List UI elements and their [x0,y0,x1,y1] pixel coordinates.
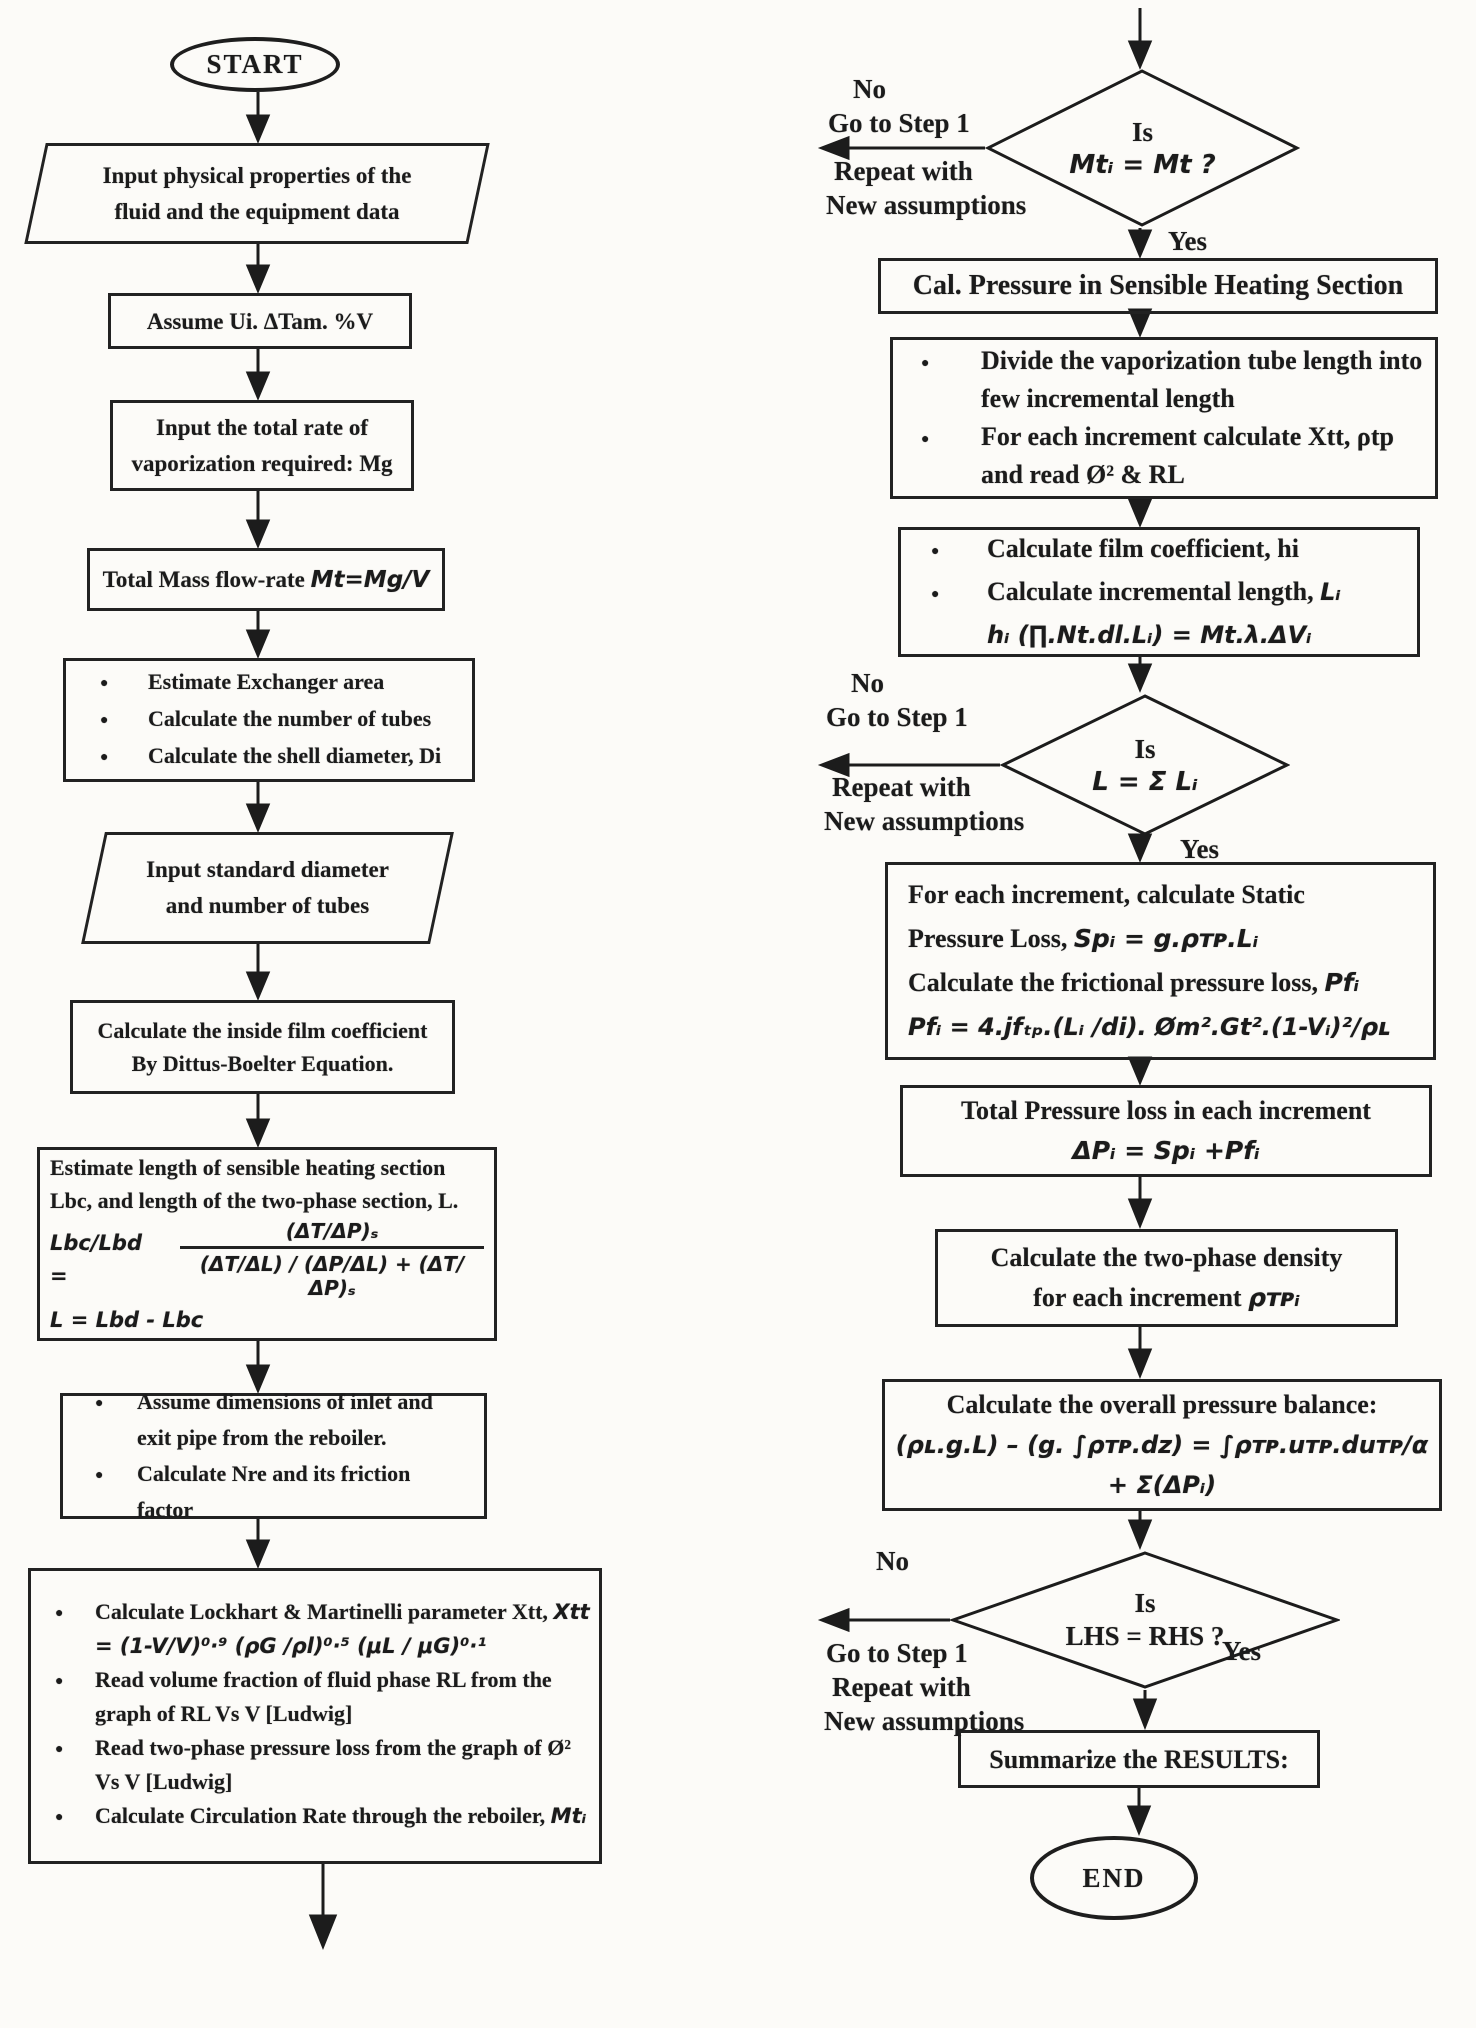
step-text: By Dittus-Boelter Equation. [131,1051,394,1076]
exchanger-area-bullets [63,658,475,782]
bullet-icon [931,573,987,616]
formula: Xtt = (1-V/V)⁰·⁹ (ρG /ρl)⁰·⁵ (μL / μG)⁰·¹ [95,1600,590,1658]
step-text [908,961,1359,1005]
bullet-icon [55,1799,95,1837]
fraction-numerator: (ΔT/ΔP)ₛ [180,1219,484,1249]
decision-condition: Mtᵢ = Mt ? [1069,149,1216,180]
repeat-label: Repeat with [834,156,973,186]
film-coefficient-bullets [898,527,1420,657]
bullet-item [100,739,441,776]
bullet-text: Calculate film coefficient, hi [987,534,1299,563]
new-assumptions-label: New assumptions [824,806,1025,836]
formula: Spᵢ = g.ρᴛᴘ.Lᵢ [1073,924,1259,953]
bullet-icon [100,702,148,739]
bullet-item [55,1595,591,1663]
step-text: Total Mass flow-rate [102,566,311,592]
bullet-text [987,573,1341,616]
static-pressure-box [885,862,1436,1060]
bullet-icon [55,1731,95,1799]
yes-label: Yes [1222,1636,1261,1666]
total-pressure-box [900,1085,1432,1177]
sensible-heating-length-box [37,1147,497,1341]
step-text: and number of tubes [165,893,370,918]
bullet-item [100,665,384,702]
step-text: Assume Ui. ΔTam. %V [146,308,374,334]
step-text: Lbc, and length of the two-phase section, L. [50,1188,459,1213]
bullet-text: Read volume fraction of fluid phase RL from the graph of RL Vs V [Ludwig] [95,1667,552,1726]
input-standard-diameter-parallelogram [85,832,450,944]
step-text: vaporization required: Mg [131,450,393,476]
bullet-icon [100,739,148,776]
cal-pressure-box [878,258,1438,314]
step-text: Estimate length of sensible heating section [50,1155,446,1180]
end-label: END [1082,1862,1146,1893]
input-physical-properties-parallelogram [27,143,487,244]
step-text-part: for each increment [1033,1283,1249,1312]
bullet-icon [55,1663,95,1731]
repeat-label: Repeat with [832,772,971,802]
step-text: For each increment, calculate Static [908,880,1305,909]
bullet-icon [95,1384,137,1456]
bullet-icon [95,1456,137,1528]
inside-film-coefficient-box [70,1000,455,1094]
decision-question: Is [1131,116,1153,147]
bullet-text: Assume dimensions of inlet and exit pipe from the reboiler. [137,1389,433,1450]
lockhart-martinelli-bullets [28,1568,602,1864]
no-label: No [851,668,884,698]
step-text: Input the total rate of [155,414,369,440]
repeat-label: Repeat with [832,1672,971,1702]
bullet-text [95,1595,591,1663]
bullet-text: Divide the vaporization tube length into few incremental length [981,346,1423,413]
bullet-text: Calculate the number of tubes [148,705,432,731]
step-text: Calculate the overall pressure balance: [946,1390,1378,1419]
decision-condition: L = Σ Lᵢ [1092,766,1198,797]
formula: (ρʟ.g.L) – (g. ∫ρᴛᴘ.dz) = ∫ρᴛᴘ.uᴛᴘ.duᴛᴘ/α [895,1431,1429,1459]
end-terminator [1030,1836,1198,1920]
fraction-denominator: (ΔT/ΔL) / (ΔP/ΔL) + (ΔT/ΔP)ₛ [199,1252,465,1300]
bullet-text-part: Calculate incremental length, [987,577,1321,606]
bullet-icon [931,530,987,573]
input-vaporization-rate-box [110,400,414,491]
bullet-icon [921,418,981,494]
decision-condition: LHS = RHS ? [1065,1621,1225,1651]
total-mass-flowrate-box [87,548,445,611]
step-text: fluid and the equipment data [114,198,400,224]
yes-label: Yes [1168,226,1207,256]
bullet-item [931,573,1341,616]
decision-length-sum [1000,693,1290,837]
bullet-text: Estimate Exchanger area [148,668,385,694]
new-assumptions-label: New assumptions [826,190,1027,220]
formula: Mtᵢ [550,1804,587,1828]
bullet-icon [55,1595,95,1663]
step-text: Total Pressure loss in each increment [961,1096,1371,1125]
decision-question: Is [1134,733,1156,764]
step-text: Input standard diameter [146,857,389,882]
formula: Pfᵢ = 4.jfₜₚ.(Lᵢ /di). Øm².Gt².(1-Vᵢ)²/ρʟ [908,1013,1391,1041]
bullet-text-part: Calculate Circulation Rate through the reboiler, [95,1803,551,1828]
two-phase-density-box [935,1229,1398,1327]
step-text [908,917,1258,961]
formula: + Σ(ΔPᵢ) [1107,1471,1217,1499]
decision-mti-equals-mt [985,68,1300,228]
formula-fraction [50,1219,484,1300]
bullet-item [55,1663,591,1731]
divide-tube-length-bullets [890,337,1438,499]
bullet-text: Calculate Nre and its friction factor [137,1461,411,1522]
step-text: Calculate the two-phase density [990,1243,1343,1272]
bullet-text: Calculate the shell diameter, Di [148,742,442,768]
step-text: Summarize the RESULTS: [989,1744,1289,1774]
no-label: No [853,74,886,104]
no-label: No [876,1546,909,1576]
bullet-text: Read two-phase pressure loss from the graph of Ø² Vs V [Ludwig] [95,1735,571,1794]
bullet-item [931,530,1299,573]
inlet-exit-pipe-bullets [60,1389,487,1522]
goto-step1-label: Go to Step 1 [826,1638,968,1668]
step-text-part: Pressure Loss, [908,924,1074,953]
step-text: Input physical properties of the [102,162,412,188]
assume-ui-box [108,293,412,349]
formula: L = Lbd - Lbc [50,1308,204,1332]
yes-label: Yes [1180,834,1219,864]
summarize-results-box [958,1730,1320,1788]
formula: Mt=Mg/V [310,566,430,593]
goto-step1-label: Go to Step 1 [826,702,968,732]
formula-lhs: Lbc/Lbd = [50,1230,142,1288]
decision-lhs-rhs [950,1550,1340,1690]
bullet-icon [921,342,981,418]
bullet-item [100,702,431,739]
formula: hᵢ (∏.Nt.dl.Lᵢ) = Mt.λ.ΔVᵢ [987,621,1312,649]
bullet-icon [100,665,148,702]
bullet-text: For each increment calculate Xtt, ρtp and read Ø² & RL [981,422,1394,489]
start-terminator [170,37,340,92]
step-text-part: Calculate the frictional pressure loss, [908,968,1325,997]
formula: Lᵢ [1320,578,1341,606]
new-assumptions-label: New assumptions [824,1706,1025,1736]
bullet-text-part: Calculate Lockhart & Martinelli parameter Xtt, [95,1599,548,1624]
start-label: START [206,49,304,79]
bullet-item [55,1731,591,1799]
formula: ρᴛᴘᵢ [1248,1283,1300,1312]
bullet-item [95,1456,472,1528]
step-text [1033,1278,1300,1318]
bullet-item [55,1799,586,1837]
bullet-item [921,418,1425,494]
formula: ΔPᵢ = Spᵢ +Pfᵢ [1072,1136,1260,1165]
step-text: Calculate the inside film coefficient [97,1018,428,1043]
step-text: Cal. Pressure in Sensible Heating Section [912,270,1404,301]
formula: Pfᵢ [1324,968,1360,997]
bullet-item [95,1384,472,1456]
decision-question: Is [1134,1588,1156,1618]
goto-step1-label: Go to Step 1 [828,108,970,138]
bullet-text [95,1799,586,1837]
bullet-item [921,342,1425,418]
pressure-balance-box [882,1379,1442,1511]
